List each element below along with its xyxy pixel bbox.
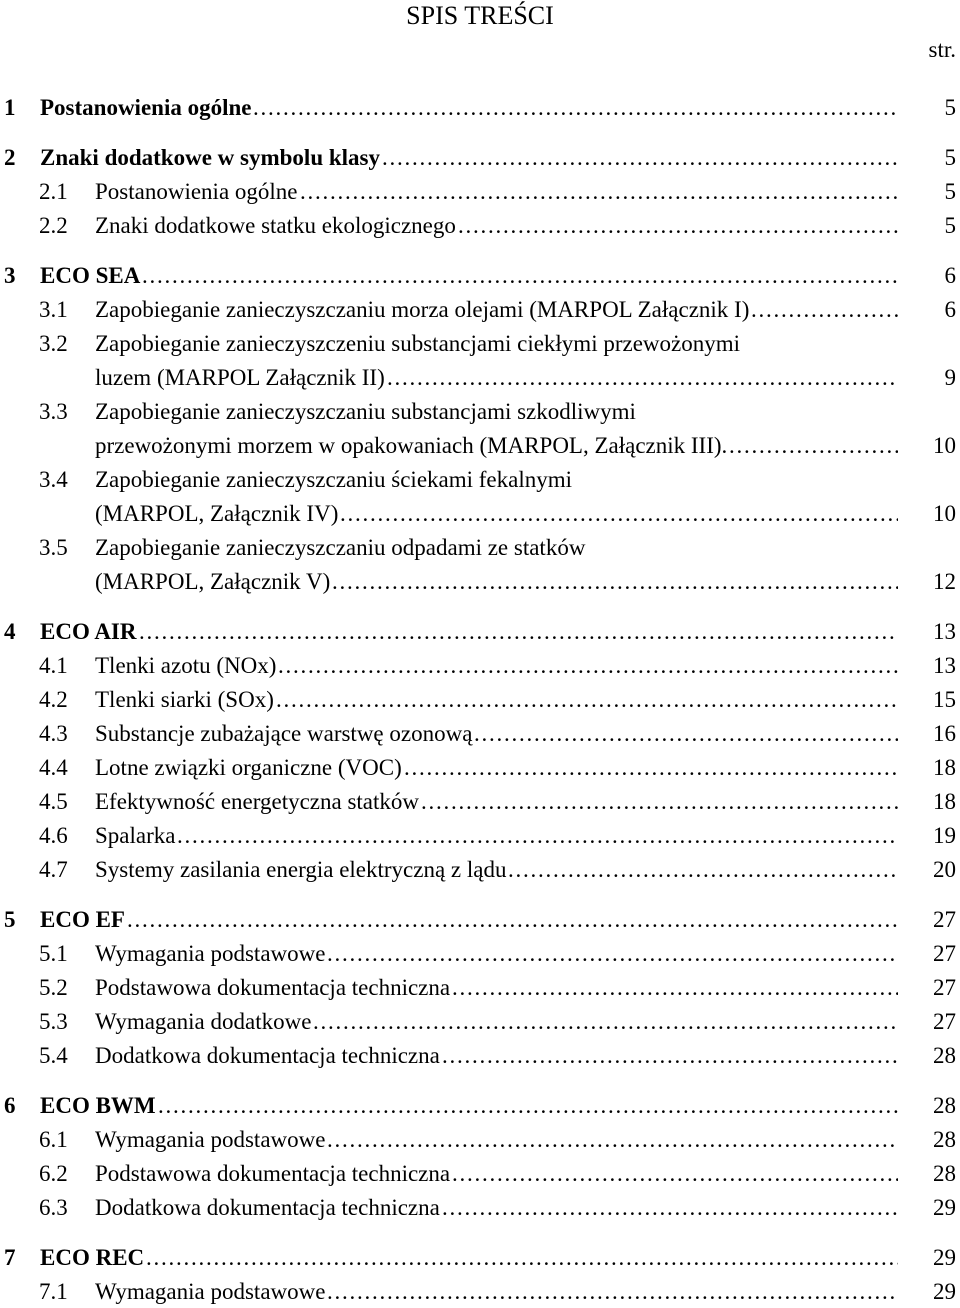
toc-entry[interactable]: [0, 210, 960, 242]
toc-entry-page: 18: [933, 789, 956, 814]
toc-entry-title: Zapobieganie zanieczyszczeniu substancjami ciekłymi przewożonymi: [95, 331, 741, 356]
toc-entry-number: 1: [4, 95, 16, 120]
toc-entry-number: 5.2: [39, 975, 68, 1000]
toc-entry-title: ECO BWM: [40, 1093, 156, 1118]
toc-entry[interactable]: [0, 328, 960, 360]
toc-dot-leader: [127, 904, 898, 936]
toc-entry-title: luzem (MARPOL Załącznik II): [95, 365, 385, 390]
toc-entry-title: Zapobieganie zanieczyszczaniu substancjami szkodliwymi: [95, 399, 636, 424]
toc-entry[interactable]: [0, 718, 960, 750]
toc-entry-number: 4.6: [39, 823, 68, 848]
toc-dot-leader: [327, 938, 898, 970]
toc-dot-leader: [300, 176, 898, 208]
toc-entry[interactable]: [0, 752, 960, 784]
toc-entry-title: Tlenki azotu (NOx): [95, 653, 277, 678]
toc-entry-page: 28: [933, 1161, 956, 1186]
toc-dot-leader: [404, 752, 898, 784]
toc-dot-leader: [452, 1158, 898, 1190]
toc-entry[interactable]: [0, 142, 960, 174]
toc-entry-number: 4.5: [39, 789, 68, 814]
toc-entry-number: 6.2: [39, 1161, 68, 1186]
toc-entry-title: przewożonymi morzem w opakowaniach (MARPOL, Załącznik III).: [95, 433, 728, 458]
toc-entry-title: Postanowienia ogólne: [95, 179, 298, 204]
toc-dot-leader: [387, 362, 898, 394]
toc-entry[interactable]: [0, 684, 960, 716]
toc-entry-title: Tlenki siarki (SOx): [95, 687, 274, 712]
toc-entry-page: 15: [933, 687, 956, 712]
toc-entry[interactable]: [0, 1006, 960, 1038]
toc-entry[interactable]: [0, 498, 960, 530]
toc-entry[interactable]: [0, 1040, 960, 1072]
toc-entry-title: ECO EF: [40, 907, 125, 932]
toc-entry[interactable]: [0, 464, 960, 496]
toc-entry-number: 3.3: [39, 399, 68, 424]
toc-entry-page: 28: [933, 1043, 956, 1068]
toc-entry-number: 7.1: [39, 1279, 68, 1304]
toc-entry-page: 9: [944, 365, 956, 390]
toc-entry-title: Zapobieganie zanieczyszczaniu morza olejami (MARPOL Załącznik I): [95, 297, 750, 322]
toc-entry-number: 4.3: [39, 721, 68, 746]
toc-entry[interactable]: [0, 616, 960, 648]
toc-entry[interactable]: [0, 1242, 960, 1274]
toc-entry-title: Substancje zubażające warstwę ozonową: [95, 721, 473, 746]
toc-entry-title: Wymagania dodatkowe: [95, 1009, 312, 1034]
toc-dot-leader: [142, 260, 898, 292]
toc-entry-title: Lotne związki organiczne (VOC): [95, 755, 402, 780]
toc-entry[interactable]: [0, 92, 960, 124]
toc-entry-page: 28: [933, 1127, 956, 1152]
toc-dot-leader: [146, 1242, 898, 1274]
toc-entry-number: 4: [4, 619, 16, 644]
toc-entry[interactable]: [0, 786, 960, 818]
toc-entry-number: 4.4: [39, 755, 68, 780]
toc-entry-title: Systemy zasilania energia elektryczną z lądu: [95, 857, 507, 882]
toc-dot-leader: [751, 294, 898, 326]
page-column-label: str.: [928, 37, 956, 62]
toc-entry-number: 5.1: [39, 941, 68, 966]
toc-entry-title: Postanowienia ogólne: [40, 95, 252, 120]
toc-entry[interactable]: [0, 566, 960, 598]
toc-dot-leader: [508, 854, 898, 886]
toc-entry-number: 3.2: [39, 331, 68, 356]
toc-entry-title: (MARPOL, Załącznik IV): [95, 501, 339, 526]
toc-entry-title: (MARPOL, Załącznik V): [95, 569, 331, 594]
toc-dot-leader: [278, 650, 898, 682]
toc-dot-leader: [253, 92, 898, 124]
toc-entry[interactable]: [0, 904, 960, 936]
toc-dot-leader: [458, 210, 898, 242]
toc-entry[interactable]: [0, 260, 960, 292]
toc-entry-page: 6: [944, 297, 956, 322]
toc-entry-number: 6: [4, 1093, 16, 1118]
toc-entry-page: 10: [933, 433, 956, 458]
toc-entry-number: 5.4: [39, 1043, 68, 1068]
toc-entry-title: Wymagania podstawowe: [95, 941, 326, 966]
toc-entry[interactable]: [0, 1124, 960, 1156]
toc-entry[interactable]: [0, 820, 960, 852]
toc-entry-page: 5: [944, 179, 956, 204]
toc-entry-page: 29: [933, 1279, 956, 1304]
toc-entry-number: 2.2: [39, 213, 68, 238]
toc-entry-number: 3: [4, 263, 16, 288]
toc-entry-title: Dodatkowa dokumentacja techniczna: [95, 1043, 440, 1068]
toc-entry-number: 2.1: [39, 179, 68, 204]
toc-entry-number: 5: [4, 907, 16, 932]
toc-entry[interactable]: [0, 294, 960, 326]
toc-dot-leader: [327, 1276, 898, 1308]
toc-entry-title: Efektywność energetyczna statków: [95, 789, 420, 814]
toc-entry[interactable]: [0, 362, 960, 394]
toc-entry-page: 13: [933, 619, 956, 644]
toc-entry-page: 13: [933, 653, 956, 678]
toc-entry-page: 16: [933, 721, 956, 746]
toc-entry-title: Znaki dodatkowe statku ekologicznego: [95, 213, 456, 238]
toc-entry-page: 27: [933, 1009, 956, 1034]
toc-entry-number: 3.5: [39, 535, 68, 560]
toc-entry[interactable]: [0, 176, 960, 208]
toc-dot-leader: [276, 684, 898, 716]
toc-entry-page: 10: [933, 501, 956, 526]
toc-entry-number: 4.7: [39, 857, 68, 882]
toc-dot-leader: [327, 1124, 898, 1156]
toc-entry[interactable]: [0, 854, 960, 886]
toc-dot-leader: [313, 1006, 898, 1038]
toc-entry[interactable]: [0, 532, 960, 564]
toc-entry-title: Zapobieganie zanieczyszczaniu odpadami ze statków: [95, 535, 586, 560]
toc-dot-leader: [139, 616, 898, 648]
toc-dot-leader: [729, 430, 898, 462]
toc-dot-leader: [332, 566, 898, 598]
toc-entry[interactable]: [0, 1192, 960, 1224]
toc-entry-number: 7: [4, 1245, 16, 1270]
toc-entry-page: 28: [933, 1093, 956, 1118]
toc-entry-title: Wymagania podstawowe: [95, 1279, 326, 1304]
toc-dot-leader: [474, 718, 898, 750]
toc-entry-title: Znaki dodatkowe w symbolu klasy: [40, 145, 380, 170]
toc-dot-leader: [382, 142, 898, 174]
toc-entry-number: 4.1: [39, 653, 68, 678]
toc-entry-title: ECO AIR: [40, 619, 137, 644]
toc-entry-page: 27: [933, 907, 956, 932]
page-title: SPIS TREŚCI: [406, 1, 554, 30]
toc-dot-leader: [340, 498, 898, 530]
toc-entry[interactable]: [0, 1158, 960, 1190]
toc-entry-title: Dodatkowa dokumentacja techniczna: [95, 1195, 440, 1220]
toc-entry-number: 2: [4, 145, 16, 170]
toc-dot-leader: [158, 1090, 898, 1122]
toc-entry-title: ECO SEA: [40, 263, 141, 288]
toc-dot-leader: [177, 820, 898, 852]
toc-entry-number: 4.2: [39, 687, 68, 712]
toc-entry-page: 18: [933, 755, 956, 780]
toc-dot-leader: [421, 786, 898, 818]
toc-entry-page: 5: [944, 213, 956, 238]
toc-entry[interactable]: [0, 972, 960, 1004]
toc-entry[interactable]: [0, 938, 960, 970]
toc-entry[interactable]: [0, 396, 960, 428]
toc-entry-number: 5.3: [39, 1009, 68, 1034]
toc-dot-leader: [442, 1192, 898, 1224]
toc-entry-title: Podstawowa dokumentacja techniczna: [95, 975, 451, 1000]
toc-entry-page: 19: [933, 823, 956, 848]
toc-entry-title: Spalarka: [95, 823, 176, 848]
toc-entry-page: 29: [933, 1195, 956, 1220]
toc-dot-leader: [442, 1040, 898, 1072]
toc-entry-page: 5: [944, 95, 956, 120]
toc-dot-leader: [452, 972, 898, 1004]
toc-entry-page: 27: [933, 941, 956, 966]
toc-entry-title: ECO REC: [40, 1245, 145, 1270]
toc-entry-title: Wymagania podstawowe: [95, 1127, 326, 1152]
toc-entry-page: 5: [944, 145, 956, 170]
toc-entry-page: 29: [933, 1245, 956, 1270]
toc-entry-number: 6.1: [39, 1127, 68, 1152]
toc-entry-number: 3.4: [39, 467, 68, 492]
toc-entry-title: Podstawowa dokumentacja techniczna: [95, 1161, 451, 1186]
toc-entry-title: Zapobieganie zanieczyszczaniu ściekami fekalnymi: [95, 467, 573, 492]
toc-entry-page: 6: [944, 263, 956, 288]
toc-entry-page: 27: [933, 975, 956, 1000]
toc-entry-number: 6.3: [39, 1195, 68, 1220]
toc-entry-number: 3.1: [39, 297, 68, 322]
toc-entry[interactable]: [0, 430, 960, 462]
toc-entry-page: 12: [933, 569, 956, 594]
toc-entry[interactable]: [0, 1090, 960, 1122]
toc-entry[interactable]: [0, 1276, 960, 1308]
toc-entry[interactable]: [0, 650, 960, 682]
toc-entry-page: 20: [933, 857, 956, 882]
